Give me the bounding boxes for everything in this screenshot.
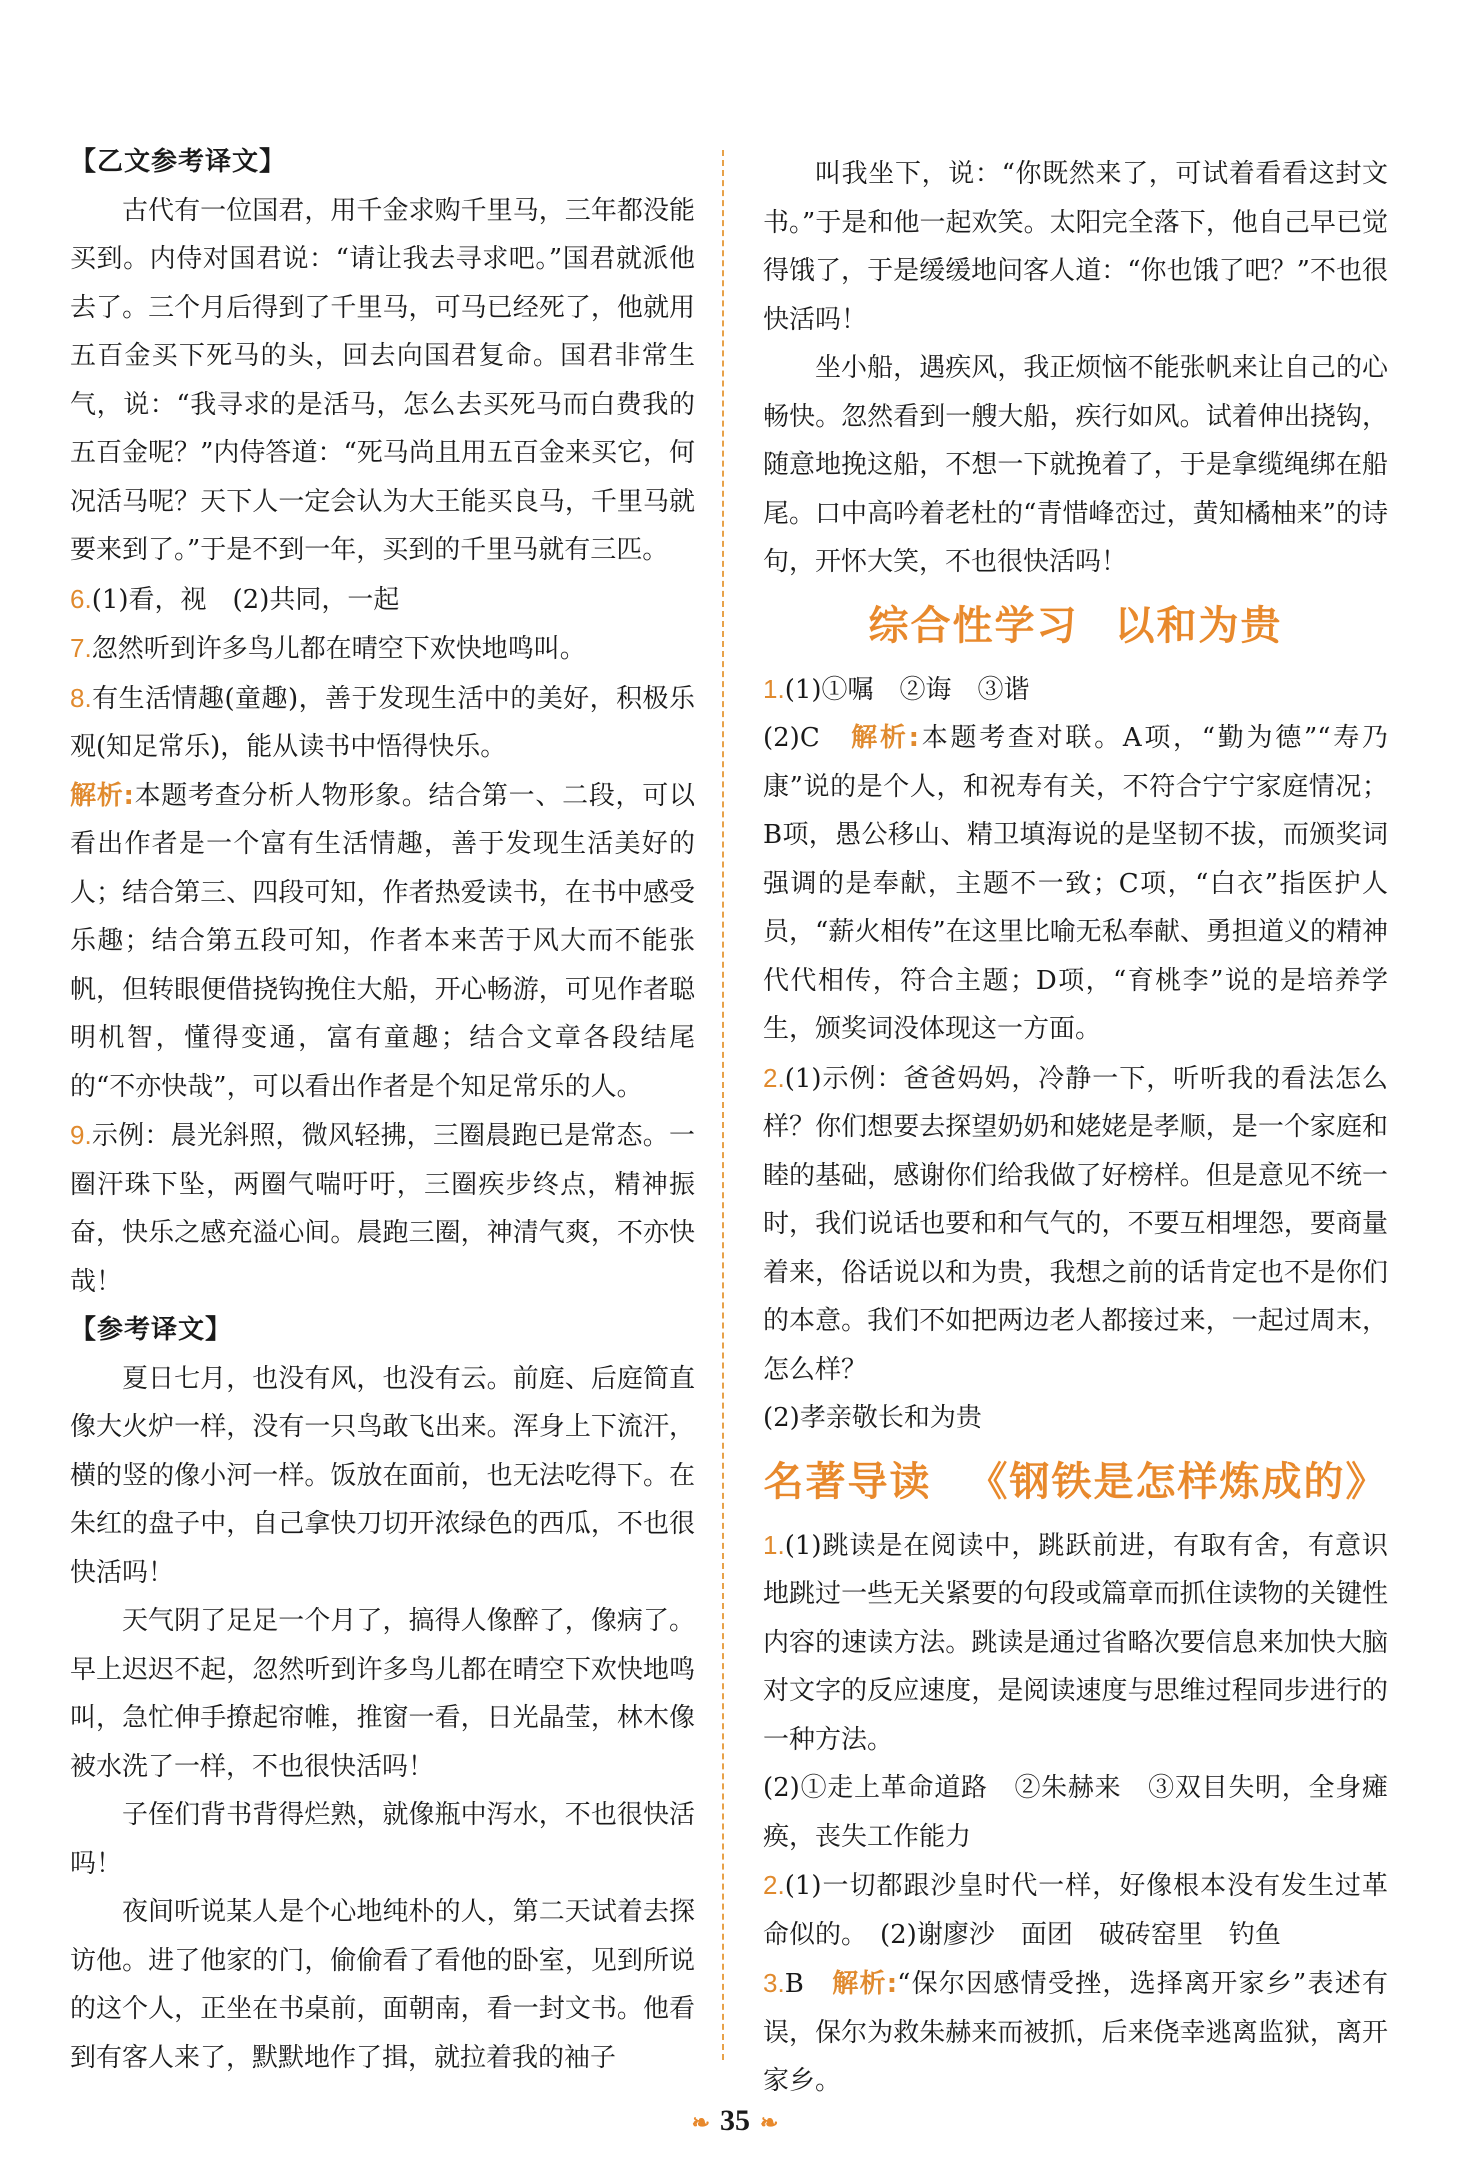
s1-question-2-answer: (1)示例：爸爸妈妈，冷静一下，听听我的看法怎么样？你们想要去探望奶奶和姥姥是孝顺，是一个家庭和睦的基础，感谢你们给我做了好榜样。但是意见不统一时，我们说话也要和和气气的，不要互相埋怨，要商量着来，俗话说以和为贵，我想之前的话肯定也不是你们的本意。我们不如把两边老人都接过来，一起过周末，怎么样？: [763, 1063, 1388, 1385]
s2-question-1-part2: (2)①走上革命道路 ②朱赫来 ③双目失明，全身瘫痪，丧失工作能力: [763, 1773, 1388, 1852]
analysis-label: 解析:: [70, 780, 134, 811]
question-8-answer: 有生活情趣(童趣)，善于发现生活中的美好，积极乐观(知足常乐)，能从读书中悟得快乐。: [70, 683, 695, 762]
ornament-right-icon: ❧: [760, 2110, 779, 2136]
reference-translation-heading: 【参考译文】: [70, 1315, 233, 1345]
question-9-number: 9.: [70, 1120, 92, 1150]
question-9: [70, 1111, 695, 1306]
section-title-comprehensive-learning: [763, 591, 1388, 661]
question-7-answer: 忽然听到许多鸟儿都在晴空下欢快地鸣叫。: [91, 634, 586, 664]
analysis-label: 解析:: [851, 723, 920, 753]
right-column: [763, 150, 1388, 2106]
section-title-part: 以和为贵: [1114, 602, 1283, 649]
left-column: [70, 138, 695, 2082]
question-9-answer: 示例：晨光斜照，微风轻拂，三圈晨跑已是常态。一圈汗珠下坠，两圈气喘吁吁，三圈疾步终点，精神振奋，快乐之感充溢心间。晨跑三圈，神清气爽，不亦快哉！: [70, 1121, 695, 1297]
s1-question-2: [763, 1054, 1388, 1395]
s2-question-3-number: 3.: [763, 1968, 785, 1998]
analysis-text: 本题考查分析人物形象。结合第一、二段，可以看出作者是一个富有生活情趣，善于发现生活美好的人；结合第三、四段可知，作者热爱读书，在书中感受乐趣；结合第五段可知，作者本来苦于风大而不能张帆，但转眼便借挠钩挽住大船，开心畅游，可见作者聪明机智，懂得变通，富有童趣；结合文章各段结尾的“不亦快哉”，可以看出作者是个知足常乐的人。: [70, 780, 695, 1102]
s1-question-1: [763, 665, 1388, 715]
page-footer: [0, 2104, 1470, 2138]
question-7: [70, 624, 695, 674]
s2-question-2: [763, 1861, 1388, 1959]
s1-question-1-number: 1.: [763, 673, 785, 704]
reference-paragraph: 坐小船，遇疾风，我正烦恼不能张帆来让自己的心畅快。忽然看到一艘大船，疾行如风。试着伸出挠钩，随意地挽这船，不想一下就挽着了，于是拿缆绳绑在船尾。口中高吟着老杜的“青惜峰峦过，黄知橘柚来”的诗句，开怀大笑，不也很快活吗！: [763, 353, 1388, 577]
reference-paragraph-continued: 叫我坐下，说：“你既然来了，可试着看看这封文书。”于是和他一起欢笑。太阳完全落下，他自己早已觉得饿了，于是缓缓地问客人道：“你也饿了吧？”不也很快活吗！: [763, 159, 1388, 335]
s2-question-2-answer: (1)一切都跟沙皇时代一样，好像根本没有发生过革命似的。 (2)谢廖沙 面团 破砖窑里 钓鱼: [763, 1871, 1388, 1950]
question-6-number: 6.: [70, 583, 92, 614]
analysis-text: 本题考查对联。A项，“勤为德”“寿乃康”说的是个人，和祝寿有关，不符合宁宁家庭情况；B项，愚公移山、精卫填海说的是坚韧不拔，而颁奖词强调的是奉献，主题不一致；C项，“白衣”指医护人员，“薪火相传”在这里比喻无私奉献、勇担道义的精神代代相传，符合主题；D项，“育桃李”说的是培养学生，颁奖词没体现这一方面。: [763, 723, 1388, 1044]
analysis-label: 解析:: [832, 1969, 898, 1999]
answer-prefix: B: [784, 1969, 833, 1999]
reference-paragraph: 夏日七月，也没有风，也没有云。前庭、后庭简直像大火炉一样，没有一只鸟敢飞出来。浑身上下流汗，横的竖的像小河一样。饭放在面前，也无法吃得下。在朱红的盘子中，自己拿快刀切开浓绿色的西瓜，不也很快活吗！: [70, 1363, 695, 1588]
answer-prefix: (2)C: [763, 723, 852, 753]
section-title-part: 综合性学习: [868, 602, 1079, 649]
question-8-number: 8.: [70, 682, 92, 713]
reference-paragraph: 夜间听说某人是个心地纯朴的人，第二天试着去探访他。进了他家的门，偷偷看了看他的卧室，见到所说的这个人，正坐在书桌前，面朝南，看一封文书。他看到有客人来了，默默地作了揖，就拉着我的袖子: [70, 1897, 695, 2073]
s2-question-1-number: 1.: [763, 1529, 785, 1560]
reference-paragraph: 子侄们背书背得烂熟，就像瓶中泻水，不也很快活吗！: [70, 1800, 695, 1879]
s2-question-3: [763, 1959, 1388, 2106]
s2-question-1: [763, 1521, 1388, 1765]
analysis-text: “保尔因感情受挫，选择离开家乡”表述有误，保尔为救朱赫来而被抓，后来侥幸逃离监狱，离开家乡。: [763, 1969, 1388, 2096]
yi-translation-heading: 【乙文参考译文】: [70, 147, 287, 177]
question-7-number: 7.: [70, 633, 92, 663]
column-divider: [722, 150, 724, 2060]
ornament-left-icon: ❧: [691, 2110, 710, 2136]
yi-translation-text: 古代有一位国君，用千金求购千里马，三年都没能买到。内侍对国君说：“请让我去寻求吧。”国君就派他去了。三个月后得到了千里马，可马已经死了，他就用五百金买下死马的头，回去向国君复命。国君非常生气，说：“我寻求的是活马，怎么去买死马而白费我的五百金呢？”内侍答道：“死马尚且用五百金来买它，何况活马呢？天下人一定会认为大王能买良马，千里马就要来到了。”于是不到一年，买到的千里马就有三匹。: [70, 195, 695, 565]
section-title-part: 名著导读: [763, 1458, 932, 1505]
s2-question-1-answer: (1)跳读是在阅读中，跳跃前进，有取有舍，有意识地跳过一些无关紧要的句段或篇章而抓住读物的关键性内容的速读方法。跳读是通过省略次要信息来加快大脑对文字的反应速度，是阅读速度与思维过程同步进行的一种方法。: [763, 1530, 1388, 1755]
reference-paragraph: 天气阴了足足一个月了，搞得人像醉了，像病了。早上迟迟不起，忽然听到许多鸟儿都在晴空下欢快地鸣叫，急忙伸手撩起帘帷，推窗一看，日光晶莹，林木像被水洗了一样，不也很快活吗！: [70, 1606, 695, 1782]
question-8: [70, 674, 695, 772]
s1-question-2-number: 2.: [763, 1062, 785, 1093]
s1-question-1-answer: (1)①嘱 ②诲 ③谐: [784, 674, 1030, 705]
section-title-part: 《钢铁是怎样炼成的》: [967, 1458, 1388, 1505]
question-6-answer: (1)看，视 (2)共同，一起: [91, 584, 400, 615]
s2-question-2-number: 2.: [763, 1870, 785, 1900]
page-number: 35: [720, 2104, 750, 2137]
s1-question-2-part2: (2)孝亲敬长和为贵: [763, 1403, 982, 1433]
s1-question-1-part2: [763, 714, 1388, 1054]
question-6: [70, 575, 695, 625]
question-8-analysis: [70, 772, 695, 1112]
section-title-classic-reading: [763, 1447, 1388, 1517]
